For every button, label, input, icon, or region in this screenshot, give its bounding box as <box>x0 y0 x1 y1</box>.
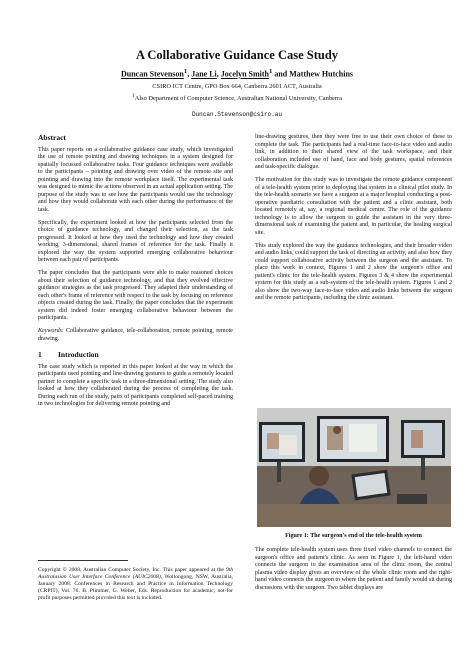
keywords-text: : Collaborative guidance, tele-collaboration, remote pointing, remote drawing. <box>38 328 233 342</box>
keywords-label: Keywords <box>38 328 62 334</box>
introduction-paragraph: The case study which is reported in this paper looked at the way in which the participants used pointing and line-drawing gestures to guide a remotely located partner to complete a specific task in a three-dimensional setting. The study also looked at how they collaborated during the process of completing the task. During each run of the study, pairs of participants completed self-paced training in two technologies for delivering remote pointing and <box>38 363 233 407</box>
copyright-footnote <box>38 567 233 602</box>
surgeon-office-photo <box>257 408 451 527</box>
body-paragraph: line-drawing gestures, then they were free to use their own choice of these to complete the task. The participants had a real-time face-to-face video and audio link, in addition to their shared view of the task workspace, and their collaboration included use of hand, face and body gestures, spatial references and task-specific dialogue. <box>255 134 452 170</box>
abstract-heading: Abstract <box>38 133 66 142</box>
footnote-text: Copyright © 2008, Australian Computer Society, Inc. This paper appeared at the <box>38 567 226 573</box>
right-column-continued <box>255 547 452 592</box>
paper-title: A Collaborative Guidance Case Study <box>135 48 339 62</box>
footnote-divider <box>38 560 128 561</box>
left-column <box>38 134 233 414</box>
author-email: Duncan.Stevenson@csiro.au <box>191 111 282 118</box>
body-paragraph: The complete tele-health system uses three fixed video channels to connect the surgeon's office and patient's clinic. As seen in Figure 1, the left-hand video connects the surgeon to the examination area of the clinic room, the central plasma video display gives an overview of the whole clinic room and the right-hand video connects the surgeon to where the patient and family would sit during discussions with the surgeon. Two tablet displays are <box>255 547 452 591</box>
affiliation-superscript: 1 <box>132 93 135 99</box>
abstract-paragraph: Specifically, the experiment looked at how the participants selected from the choice of guidance technology, and changed their selection, as the task progressed. It looked at how they used the technology and how they created working, 3-dimensional, shared frames of reference for the task. Finally it explored the way the system supported emerging collaborative behaviour between each pair of participants. <box>38 219 233 263</box>
figure-1-photo <box>257 408 451 527</box>
surgeon-head <box>309 466 329 486</box>
footnote-venue: 9th Australasian User Interface Conference (AUIC2008) <box>38 567 233 580</box>
author-superscript: 1 <box>269 68 273 75</box>
right-column <box>255 134 452 308</box>
abstract-paragraph: The paper concludes that the participants were able to make reasoned choices about their selection of guidance technology, and that they evolved effective guidance strategies as the task progressed. They adapted their understanding of each other's frame of reference with respect to the task by focusing on reference objects created during the task. Finally, the paper concludes that the experiment system did indeed foster emerging collaborative behaviour between the participants. <box>38 270 233 321</box>
abstract-paragraph: This paper reports on a collaborative guidance case study, which investigated the use of remote pointing and drawing techniques in a system designed for spatially focussed collaborative tasks. Four guidance techniques were available to the participants – pointing and drawing over video of the remote site and pointing and drawing into the remote workplace itself. The experimental task was designed to mimic the actions observed in an actual application setting. The purpose of the study was to see how the participants would use the technology and how they would collaborate with each other during the performance of the task. <box>38 146 233 213</box>
author-name: Duncan Stevenson <box>120 69 184 79</box>
author-name: Jane Li <box>191 69 217 79</box>
author-separator: , <box>187 69 192 79</box>
keywords <box>38 328 233 343</box>
author-name: Matthew Hutchins <box>289 69 354 79</box>
body-paragraph: The motivation for this study was to investigate the remote guidance component of a tele-health system prior to deploying that system in a clinical pilot study. In the tele-health scenario we have a surgeon at a major hospital conducting a post-operative paediatric consultation with the patient and a clinic assistant, both located remotely at, say, a regional medical centre. The role of the guidance technology is to allow the surgeon to guide the assistant in the very three-dimensional task of examining the patient and, in particular, the healing surgical site. <box>255 177 452 236</box>
figure-1-caption: Figure 1: The surgeon's end of the tele-health system <box>285 533 422 539</box>
section-title: Introduction <box>58 350 99 359</box>
author-superscript: 1 <box>183 68 188 75</box>
affiliation-line <box>0 93 474 102</box>
author-list <box>0 68 474 79</box>
author-name: Jocelyn Smith <box>220 69 269 79</box>
introduction-heading <box>38 351 233 359</box>
author-separator: , <box>216 69 221 79</box>
affiliation-line: CSIRO ICT Centre, GPO Box 664, Canberra 2601 ACT, Australia <box>152 83 322 90</box>
author-separator: and <box>272 69 290 79</box>
footnote-text: , Wollongong, NSW, Australia, January 2008. Conferences in Research and Practice in Information Technology (CRPIT), Vol. 76. B. Plimmer, G. Weber, Eds. Reproduction for academic, not-for profit purposes permitted provided this text is included. <box>38 574 233 601</box>
affiliation-text: Also Department of Computer Science, Australian National University, Canberra <box>134 95 342 103</box>
body-paragraph: This study explored the way the guidance technologies, and their broader video and audio links, could support the task of directing an activity, and also how they could support collaborative activity between the surgeon and the assistant. To place this work in context, Figures 1 and 2 show the surgeon's office and patient's clinic for the tele-health system. Figures 3 & 4 show the experimental system for this study as a sub-system of the tele-health system. Figures 1 and 2 also show the two-way face-to-face video and audio links between the surgeon and the remote participants, including the clinic assistant. <box>255 242 452 301</box>
section-number: 1 <box>38 350 42 359</box>
